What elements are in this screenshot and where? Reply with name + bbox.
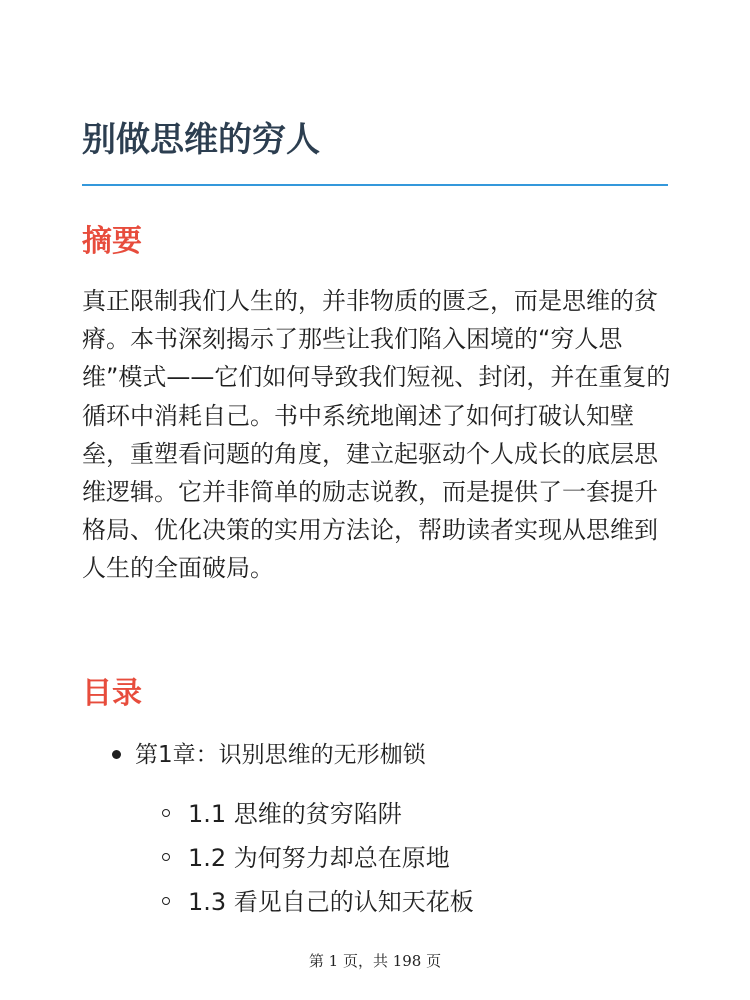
abstract-paragraph: 真正限制我们人生的，并非物质的匮乏，而是思维的贫瘠。本书深刻揭示了那些让我们陷入困境的“穷人思维”模式——它们如何导致我们短视、封闭，并在重复的循环中消耗自己。书中系统地阐述了如何打破认知壁垒，重塑看问题的角度，建立起驱动个人成长的底层思维逻辑。它并非简单的励志说教，而是提供了一套提升格局、优化决策的实用方法论，帮助读者实现从思维到人生的全面破局。: [82, 287, 671, 583]
toc-heading: 目录: [82, 676, 142, 711]
title-divider: [82, 184, 668, 186]
hollow-bullet-icon: [162, 897, 170, 905]
abstract-heading: 摘要: [82, 224, 142, 259]
toc-chapter-label: 第1章：识别思维的无形枷锁: [135, 742, 426, 768]
toc-section-label: 1.3 看见自己的认知天花板: [188, 888, 474, 916]
page-number-footer: 第 1 页，共 198 页: [308, 952, 442, 970]
bullet-icon: [112, 750, 121, 759]
toc-section-label: 1.1 思维的贫穷陷阱: [188, 800, 402, 828]
page-title: 别做思维的穷人: [82, 120, 320, 160]
toc-section-label: 1.2 为何努力却总在原地: [188, 844, 450, 872]
hollow-bullet-icon: [162, 853, 170, 861]
hollow-bullet-icon: [162, 809, 170, 817]
